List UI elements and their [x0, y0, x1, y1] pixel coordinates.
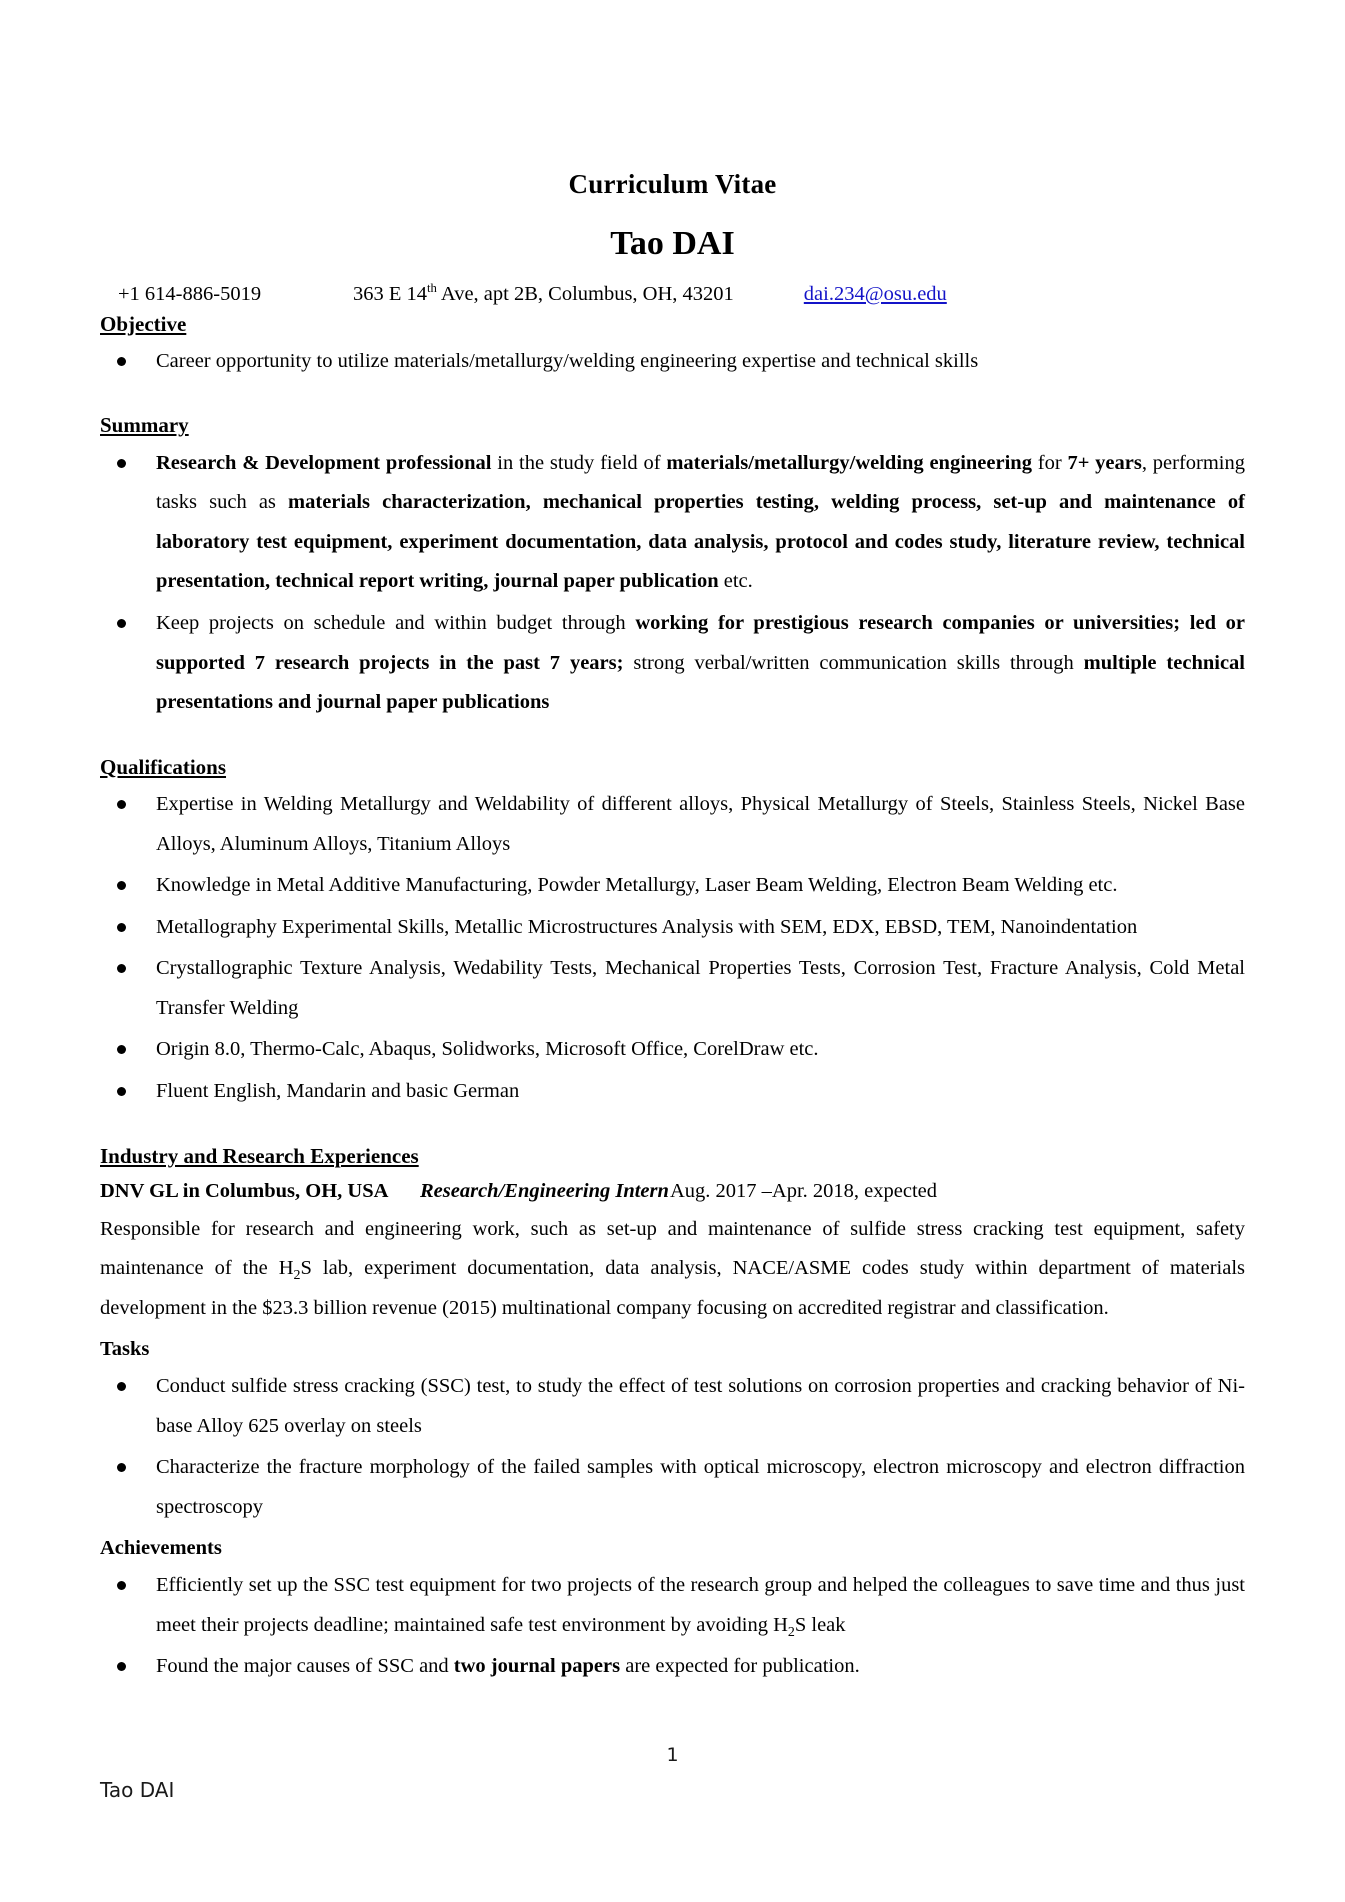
job-entry-header [100, 1174, 1245, 1210]
section-summary [100, 411, 1245, 722]
objective-bullet-list [100, 342, 1245, 382]
plain-text: in the study field of [491, 451, 667, 474]
bullet-text [156, 916, 1137, 938]
job-role: Research/Engineering Intern [420, 1179, 669, 1202]
list-item [100, 444, 1245, 602]
emphasis-text: Research & Development professional [156, 451, 492, 474]
list-item [100, 1448, 1245, 1527]
address-ordinal-suffix: th [427, 280, 437, 295]
qualifications-bullet-list [100, 785, 1245, 1112]
list-item [100, 604, 1245, 723]
objective-heading: Objective [100, 311, 187, 336]
section-experience [100, 1142, 1245, 1687]
job-description-subscript: 2 [293, 1268, 301, 1284]
list-item [100, 1072, 1245, 1112]
contact-phone: +1 614-886-5019 [118, 282, 262, 305]
list-item [100, 949, 1245, 1028]
plain-text: Knowledge in Metal Additive Manufacturing, Powder Metallurgy, Laser Beam Welding, Electron Beam Welding etc. [156, 874, 1118, 897]
qualifications-heading: Qualifications [100, 754, 227, 779]
experience-heading-wrap [100, 1142, 1245, 1172]
section-objective [100, 310, 1245, 382]
tasks-bullet-list [100, 1367, 1245, 1527]
achievements-heading: Achievements [100, 1537, 222, 1560]
emphasis-text: two journal papers [453, 1655, 621, 1678]
list-item [100, 866, 1245, 906]
job-description-part1: Responsible for research and engineering work, such as set-up and maintenance of sulfide stress cracking test equipment, safety maintenance of the H [100, 1217, 1245, 1280]
plain-text: Fluent English, Mandarin and basic German [156, 1080, 520, 1103]
list-item [100, 1566, 1245, 1645]
summary-heading: Summary [100, 413, 189, 438]
address-suffix: Ave, apt 2B, Columbus, OH, 43201 [436, 282, 734, 305]
bullet-text [156, 874, 1117, 896]
objective-heading-wrap [100, 310, 1245, 340]
plain-text: S leak [794, 1613, 846, 1636]
bullet-text [156, 793, 1245, 855]
plain-text: Origin 8.0, Thermo-Calc, Abaqus, Solidworks, Microsoft Office, CorelDraw etc. [156, 1038, 819, 1061]
address-prefix: 363 E 14 [353, 282, 428, 305]
achievements-bullet-list [100, 1566, 1245, 1687]
summary-heading-wrap [100, 411, 1245, 441]
subscript-text: 2 [787, 1624, 795, 1640]
plain-text: strong verbal/written communication skills through [623, 651, 1084, 674]
tasks-heading: Tasks [100, 1338, 150, 1361]
plain-text: Metallography Experimental Skills, Metallic Microstructures Analysis with SEM, EDX, EBSD, TEM, Nanoindentation [156, 915, 1138, 938]
bullet-text [156, 350, 978, 372]
plain-text: Expertise in Welding Metallurgy and Weldability of different alloys, Physical Metallurgy of Steels, Stainless Steels, Nickel Base Alloys, Aluminum Alloys, Titanium Alloys [156, 793, 1245, 855]
bullet-text [156, 957, 1245, 1019]
list-item [100, 1030, 1245, 1070]
bullet-text [156, 1574, 1245, 1640]
summary-bullet-list [100, 444, 1245, 723]
page-number: 1 [666, 1744, 679, 1766]
emphasis-text: materials characterization, mechanical properties testing, welding process, set-up and maintenance of laboratory test equipment, experiment documentation, data analysis, protocol and codes study, literature review, technical presentation, technical report writing, journal paper publication [156, 491, 1245, 593]
document-title: Curriculum Vitae [568, 169, 777, 199]
bullet-text [156, 1375, 1245, 1437]
job-dates: Aug. 2017 –Apr. 2018, expected [670, 1179, 938, 1202]
plain-text: Conduct sulfide stress cracking (SSC) test, to study the effect of test solutions on corrosion properties and cracking behavior of Ni-base Alloy 625 overlay on steels [156, 1375, 1245, 1437]
qualifications-heading-wrap [100, 753, 1245, 783]
plain-text: for [1031, 451, 1068, 474]
plain-text: Career opportunity to utilize materials/metallurgy/welding engineering expertise and technical skills [156, 349, 979, 372]
footer-name: Tao DAI [100, 1778, 175, 1802]
bullet-text [156, 612, 1245, 713]
list-item [100, 1647, 1245, 1687]
list-item [100, 342, 1245, 382]
plain-text: are expected for publication. [620, 1655, 860, 1678]
plain-text: , performing tasks such as [156, 451, 1245, 514]
emphasis-text: materials/metallurgy/welding engineering [666, 451, 1032, 474]
contact-row [100, 280, 1245, 306]
bullet-text [156, 1038, 819, 1060]
emphasis-text: multiple technical presentations and journal paper publications [156, 651, 1245, 714]
bullet-text [156, 1655, 860, 1677]
job-description [100, 1210, 1245, 1329]
bullet-text [156, 1456, 1245, 1518]
plain-text: Crystallographic Texture Analysis, Wedability Tests, Mechanical Properties Tests, Corrosion Test, Fracture Analysis, Cold Metal Transfer Welding [156, 957, 1245, 1019]
section-qualifications [100, 753, 1245, 1112]
plain-text: Found the major causes of SSC and [156, 1655, 454, 1678]
job-organization: DNV GL in Columbus, OH, USA [100, 1179, 389, 1202]
list-item [100, 1367, 1245, 1446]
candidate-name: Tao DAI [610, 224, 735, 262]
plain-text: Keep projects on schedule and within budget through [156, 612, 636, 635]
plain-text: etc. [718, 570, 753, 593]
plain-text: Characterize the fracture morphology of the failed samples with optical microscopy, electron microscopy and electron diffraction spectroscopy [156, 1456, 1245, 1518]
plain-text: Efficiently set up the SSC test equipment for two projects of the research group and helped the colleagues to save time and thus just meet their projects deadline; maintained safe test environment by avoiding H [156, 1574, 1245, 1636]
bullet-text [156, 452, 1245, 593]
contact-email-link[interactable]: dai.234@osu.edu [803, 282, 947, 305]
list-item [100, 785, 1245, 864]
job-description-part2: S lab, experiment documentation, data analysis, NACE/ASME codes study within department of materials development in the $23.3 billion revenue (2015) multinational company focusing on accredited registrar and classification. [100, 1257, 1245, 1319]
bullet-text [156, 1080, 519, 1102]
emphasis-text: working for prestigious research companies or universities; led or supported 7 research projects in the past 7 years; [156, 612, 1245, 674]
contact-email-wrap [804, 283, 947, 306]
emphasis-text: 7+ years [1067, 451, 1142, 474]
contact-address [353, 280, 734, 306]
list-item [100, 908, 1245, 948]
document-content [100, 168, 1245, 1689]
experience-heading: Industry and Research Experiences [100, 1143, 419, 1168]
